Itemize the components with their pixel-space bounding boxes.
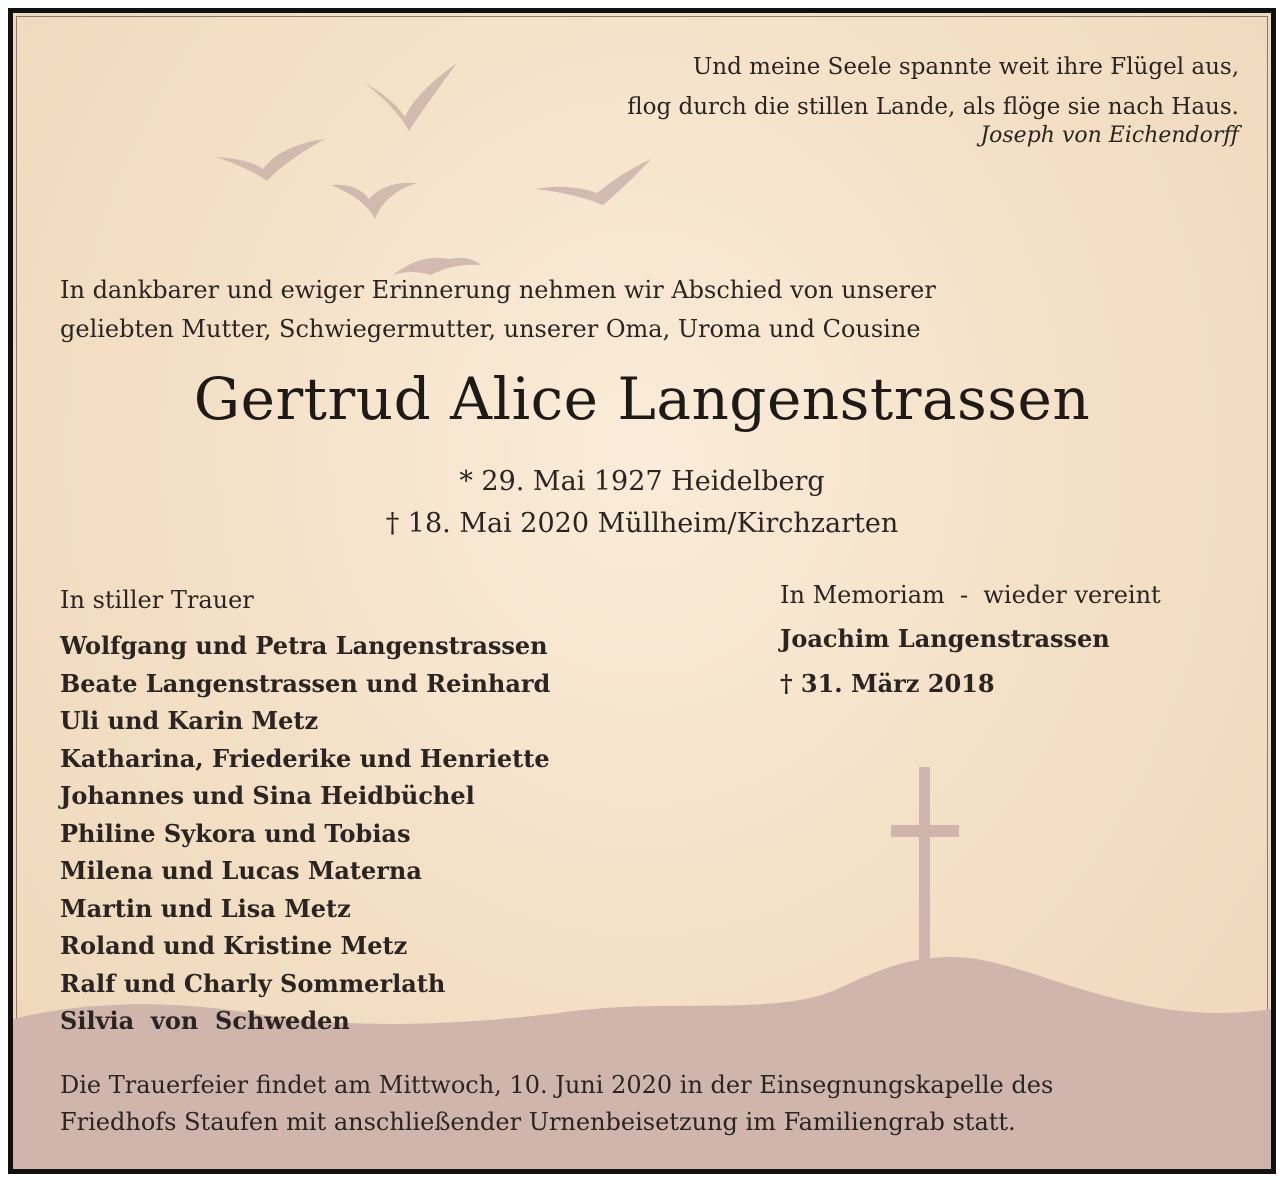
memoriam-label: In Memoriam - wieder vereint <box>780 581 1161 609</box>
mourners-list <box>60 627 550 1040</box>
bird-icon <box>535 159 651 205</box>
life-dates <box>13 461 1271 545</box>
memoriam-date: † 31. März 2018 <box>780 669 995 698</box>
ceremony-line: Friedhofs Staufen mit anschließender Urnenbeisetzung im Familiengrab statt. <box>60 1108 1016 1136</box>
poem-line: Und meine Seele spannte weit ihre Flügel aus, <box>692 54 1239 80</box>
cross-icon <box>919 767 930 963</box>
intro-text <box>60 271 936 349</box>
bird-icon <box>216 139 325 181</box>
poem-author: Joseph von Eichendorff <box>980 123 1239 148</box>
list-item: Roland und Kristine Metz <box>60 931 408 960</box>
list-item: Philine Sykora und Tobias <box>60 818 411 848</box>
memoriam-name: Joachim Langenstrassen <box>780 624 1110 653</box>
mourning-label: In stiller Trauer <box>60 586 254 614</box>
list-item: Wolfgang und Petra Langenstrassen <box>60 631 548 660</box>
list-item: Johannes und Sina Heidbüchel <box>60 781 475 810</box>
list-item: Silvia von Schweden <box>60 1006 350 1035</box>
poem-line: flog durch die stillen Lande, als flöge sie nach Haus. <box>627 94 1239 120</box>
list-item: Beate Langenstrassen und Reinhard <box>60 668 551 698</box>
list-item: Martin und Lisa Metz <box>60 893 351 923</box>
obituary-card <box>8 8 1276 1174</box>
deceased-name: Gertrud Alice Langenstrassen <box>193 365 1091 433</box>
birth-date: * 29. Mai 1927 Heidelberg <box>459 466 825 497</box>
death-date: † 18. Mai 2020 Müllheim/Kirchzarten <box>385 508 899 539</box>
ceremony-notice <box>60 1067 1053 1141</box>
bird-icon <box>331 183 417 219</box>
poem-quote <box>627 47 1239 127</box>
intro-line: geliebten Mutter, Schwiegermutter, unserer Oma, Uroma und Cousine <box>60 315 921 343</box>
intro-line: In dankbarer und ewiger Erinnerung nehmen wir Abschied von unserer <box>60 276 936 304</box>
list-item: Uli und Karin Metz <box>60 706 319 735</box>
bird-icon <box>365 63 457 131</box>
ceremony-line: Die Trauerfeier findet am Mittwoch, 10. Juni 2020 in der Einsegnungskapelle des <box>60 1071 1054 1099</box>
list-item: Milena und Lucas Materna <box>60 856 422 885</box>
list-item: Ralf und Charly Sommerlath <box>60 968 446 998</box>
list-item: Katharina, Friederike und Henriette <box>60 743 550 773</box>
